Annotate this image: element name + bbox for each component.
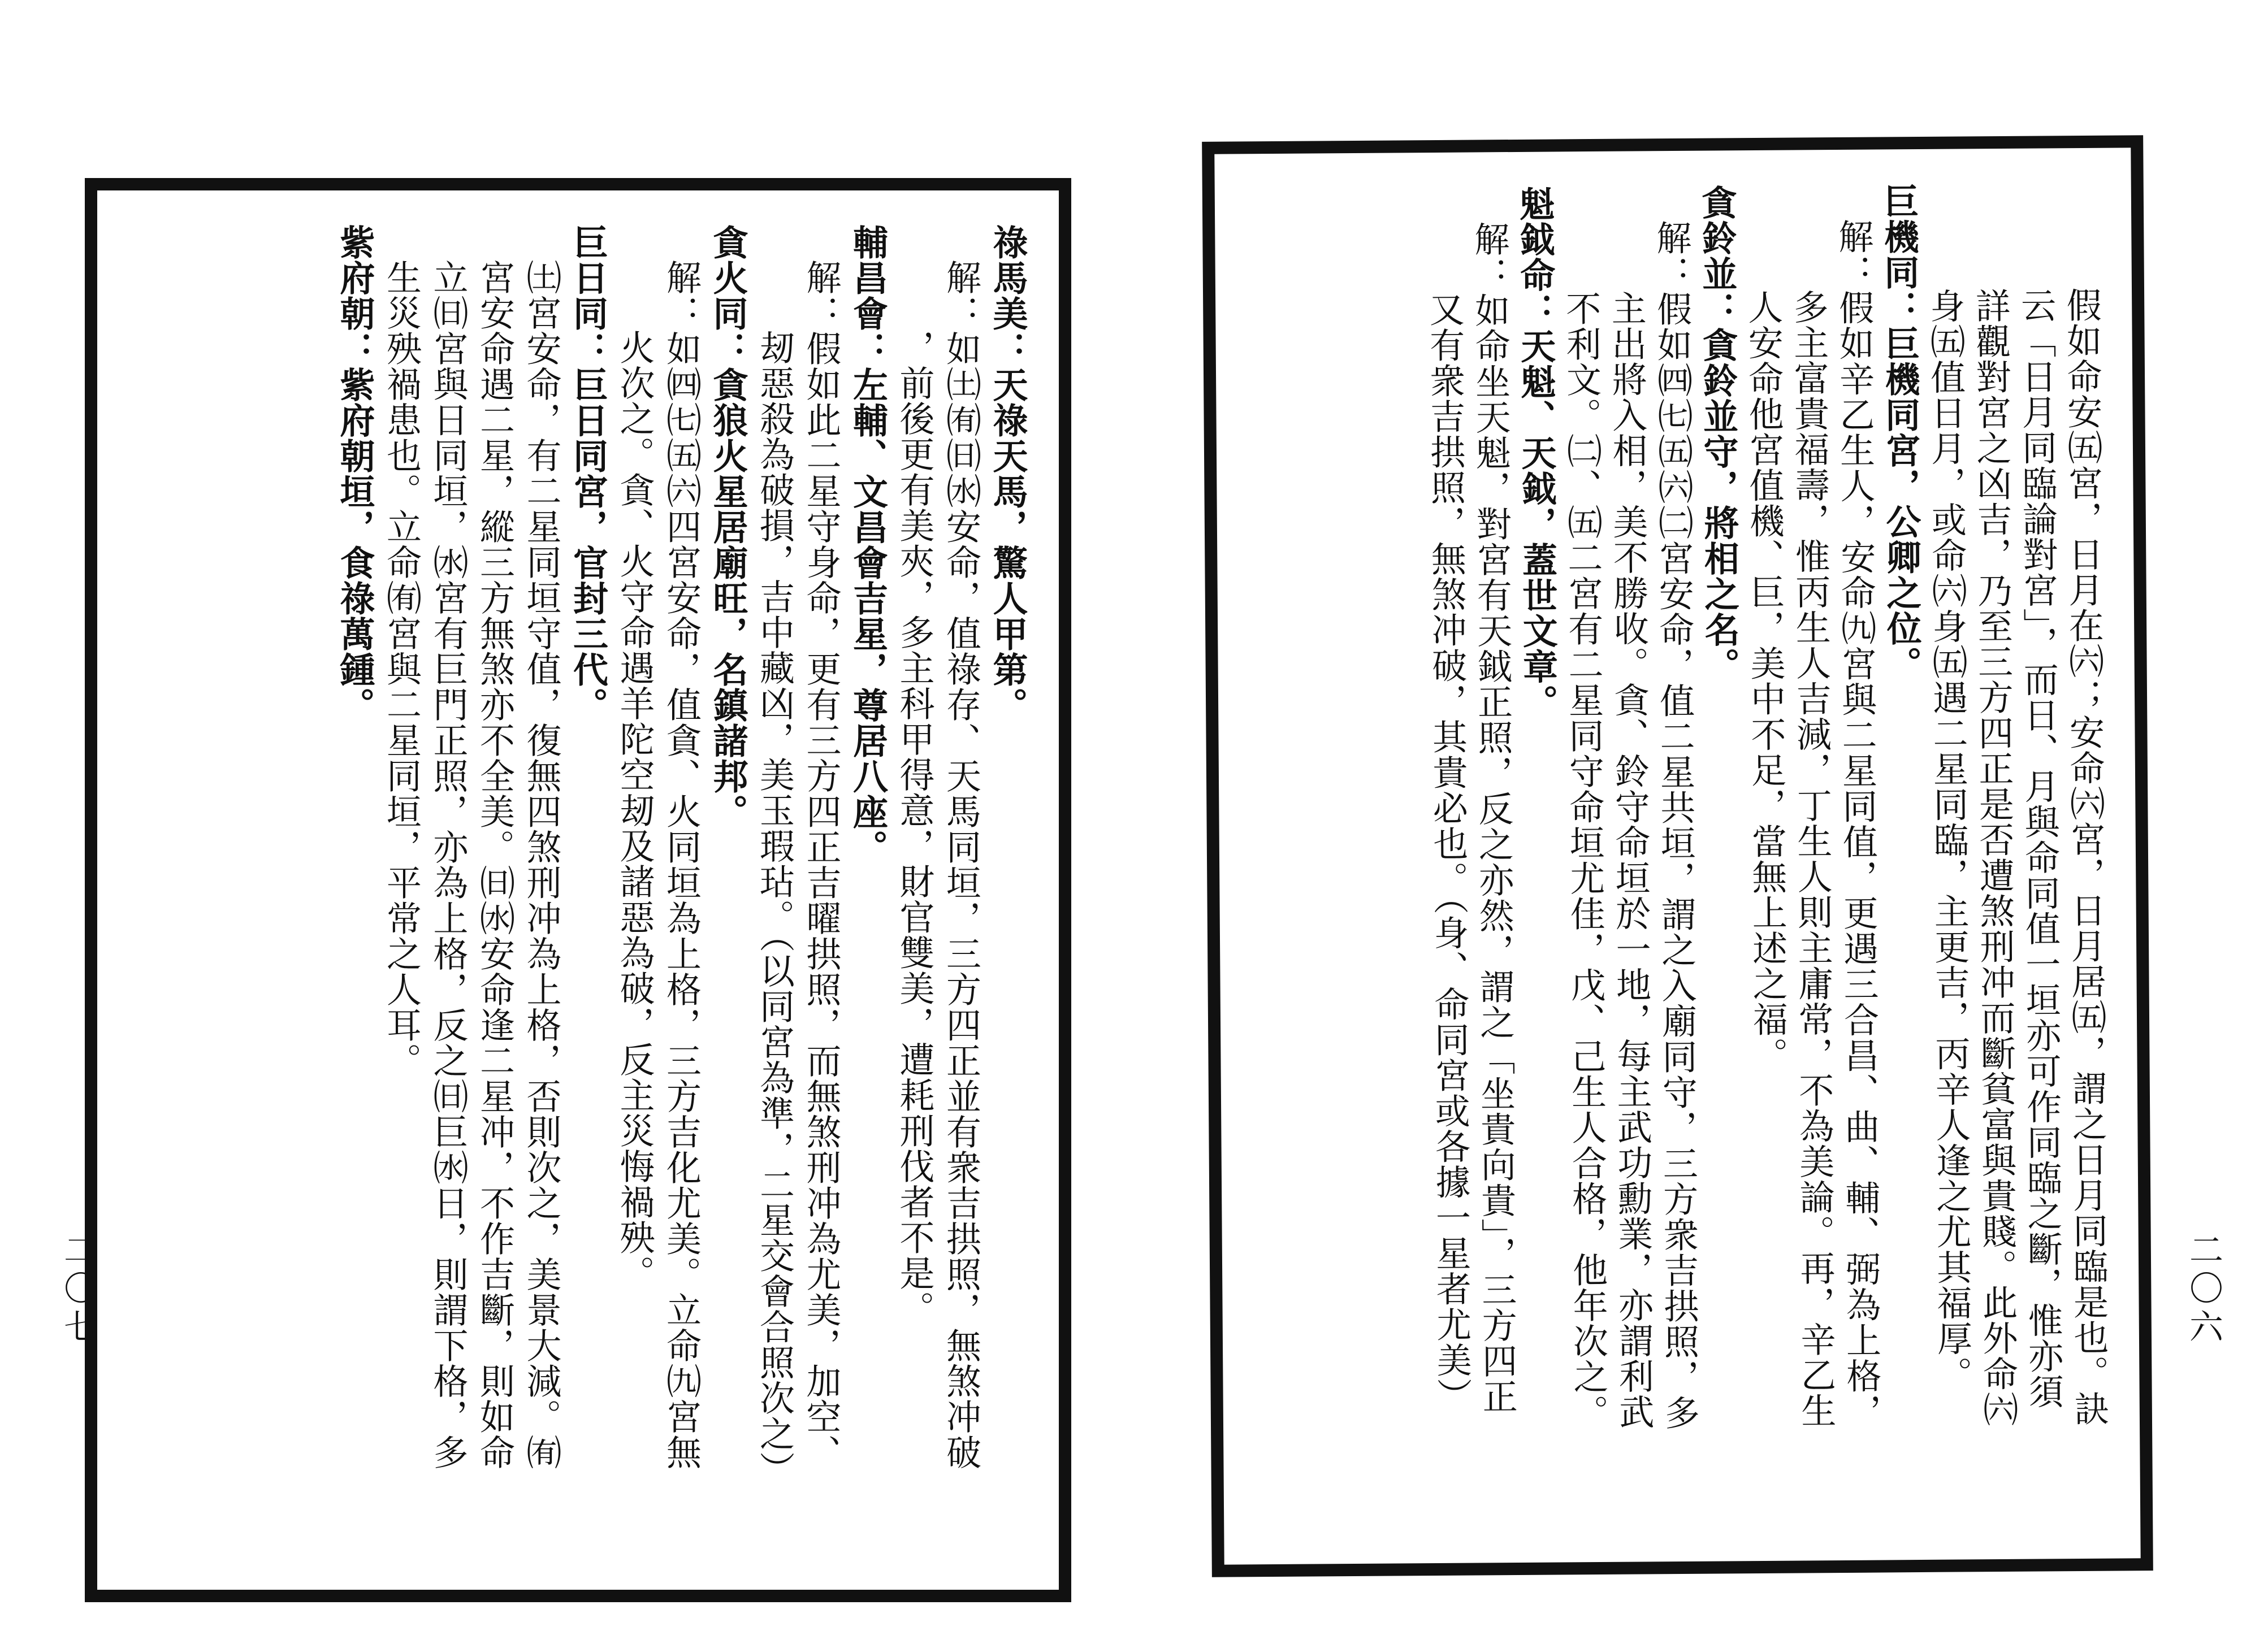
text-column: 巨日同：巨日同宮，官封三代。 <box>567 224 609 723</box>
text-column: 立㈰宮與日同垣，㈬宮有巨門正照，亦為上格，反之㈰巨㈬日，則謂下格，多 <box>427 259 469 1470</box>
text-column: 不利文。㈡、㈤二宮有二星同守命垣尤佳，戊、己生人合格，他年次之。 <box>1560 290 1609 1430</box>
text-column: 生災殃禍患也。立命㈲宮與二星同垣，平常之人耳。 <box>380 259 422 1078</box>
left-page-frame <box>85 178 1071 1602</box>
text-column: 紫府朝：紫府朝垣，食祿萬鍾。 <box>334 224 375 723</box>
text-column: 火次之。貪、火守命遇羊陀空刼及諸惡為破，反主災悔禍殃。 <box>614 329 655 1291</box>
text-column: 解：假如㈣㈦㈤㈥㈡宮安命，值二星共垣，謂之入廟同守，三方衆吉拱照，多 <box>1650 219 1700 1431</box>
text-column: 假如命安㈤宮，日月在㈥；安命㈥宮，日月居㈤，謂之日月同臨是也。訣 <box>2060 287 2110 1427</box>
right-page-text <box>1243 182 2113 1531</box>
text-column: 解：假如辛乙生人，安命㈨宮與二星同值，更遇三合昌、曲、輔、弼為上格， <box>1832 218 1882 1430</box>
text-column: 祿馬美：天祿天馬，驚人甲第。 <box>987 224 1028 723</box>
text-column: 人安命他宮值機、巨，美中不足，當無上述之福。 <box>1742 289 1789 1073</box>
text-column: 主出將入相，美不勝收。貪、鈴守命垣於一地，每主武功勳業，亦謂利武 <box>1605 290 1655 1430</box>
text-column: ，前後更有美夾，多主科甲得意，財官雙美，遭耗刑伐者不是。 <box>894 329 935 1326</box>
text-column: 刼惡殺為破損，吉中藏凶，美玉瑕玷。（以同宮為準，二星交會合照次之） <box>754 329 795 1487</box>
text-column: 解：如㈯㈲㈰㈬安命，值祿存、天馬同垣，三方四正並有衆吉拱照，無煞冲破 <box>940 259 982 1470</box>
page-number-right: 二〇六 <box>2184 1232 2223 1347</box>
text-column: 解：如命坐天魁，對宮有天鉞正照，反之亦然，謂之「坐貴向貴」，三方四正 <box>1468 221 1518 1415</box>
text-column: 宮安命遇二星，縱三方無煞亦不全美。㈰㈬安命逢二星冲，不作吉斷，則如命 <box>474 259 516 1470</box>
text-column: 詳觀對宮之凶吉，乃至三方四正是否遭煞刑冲而斷貧富與貴賤。此外命㈥ <box>1969 287 2019 1428</box>
text-column: 貪鈴並：貪鈴並守，將相之名。 <box>1695 184 1741 683</box>
left-page-text <box>125 224 1031 1556</box>
text-column: 又有衆吉拱照，無煞冲破，其貴必也。（身、命同宮或各據一星者尤美） <box>1423 291 1473 1414</box>
text-column: 輔昌會：左輔、文昌會吉星，尊居八座。 <box>847 224 889 865</box>
page-number-left: 二〇七 <box>58 1232 98 1347</box>
text-column: 云「日月同臨論對宮」，而日、月與命同值一垣亦可作同臨之斷，惟亦須 <box>2015 287 2064 1409</box>
text-column: 身㈤值日月，或命㈥身㈤遇二星同臨，主更吉，丙辛人逢之尤其福厚。 <box>1924 288 1973 1392</box>
text-column: 解：如㈣㈦㈤㈥四宮安命，值貪、火同垣為上格，三方吉化尤美。立命㈨宮無 <box>660 259 702 1470</box>
text-column: 多主富貴福壽，惟丙生人吉減，丁生人則主庸常，不為美論。再，辛乙生 <box>1787 289 1837 1429</box>
right-page-frame <box>1202 135 2153 1577</box>
text-column: 魁鉞命：天魁、天鉞，蓋世文章。 <box>1513 185 1559 720</box>
text-column: ㈯宮安命，有二星同垣守值，復無四煞刑冲為上格，否則次之，美景大減。㈲ <box>521 259 562 1470</box>
text-column: 貪火同：貪狼火星居廟旺，名鎮諸邦。 <box>707 224 748 830</box>
text-column: 巨機同：巨機同宮，公卿之位。 <box>1877 183 1923 682</box>
text-column: 解：假如此二星守身命，更有三方四正吉曜拱照，而無煞刑冲為尤美，加空、 <box>800 259 842 1470</box>
